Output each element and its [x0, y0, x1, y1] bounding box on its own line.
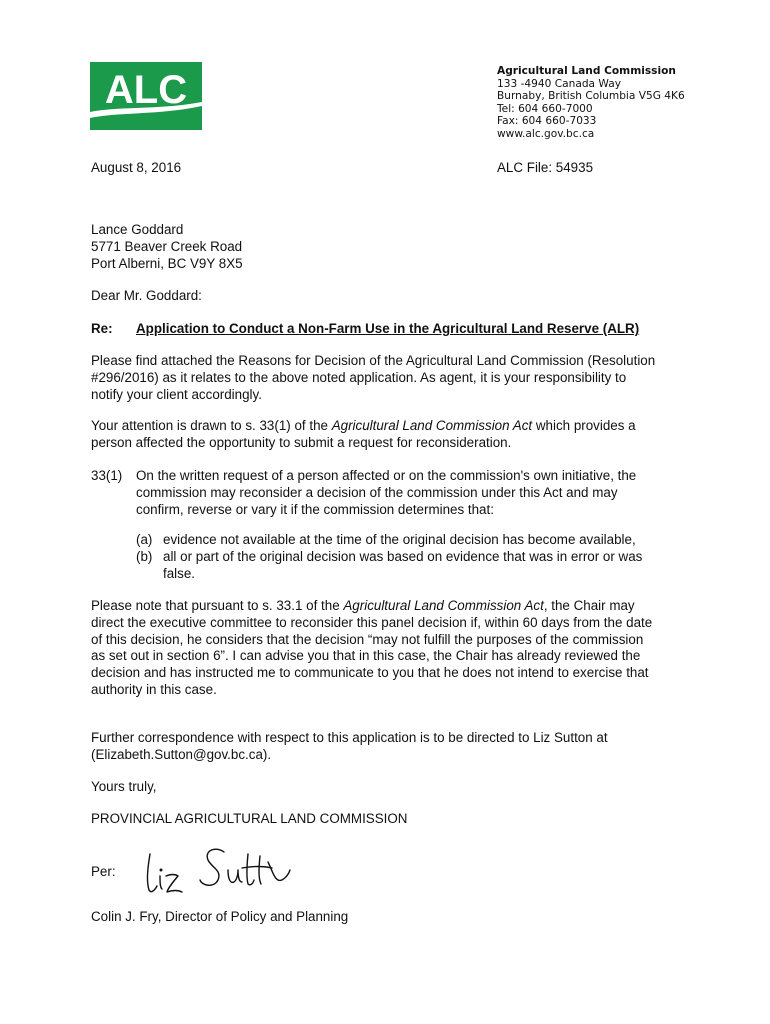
paragraph-3 — [91, 598, 676, 699]
section-line: On the written request of a person affected or on the commission's own initiative, the — [136, 468, 637, 483]
re-label: Re: — [91, 321, 113, 336]
item-b-line: all or part of the original decision was based on evidence that was in error or was — [163, 549, 643, 564]
paragraph-3-line — [91, 598, 676, 615]
paragraph-4 — [91, 730, 676, 764]
paragraph-3-line: authority in this case. — [91, 681, 217, 697]
recipient-block — [91, 222, 676, 272]
telephone: Tel: 604 660-7000 — [497, 102, 593, 115]
signatory: Colin J. Fry, Director of Policy and Planning — [91, 909, 349, 924]
item-b-line: false. — [163, 565, 196, 581]
section-line: commission may reconsider a decision of the commission under this Act and may — [136, 484, 618, 500]
file-reference: ALC File: 54935 — [497, 160, 594, 175]
act-title: Agricultural Land Commission Act — [331, 418, 533, 433]
salutation: Dear Mr. Goddard: — [91, 288, 202, 303]
paragraph-1-line: notify your client accordingly. — [91, 386, 262, 402]
paragraph-2-line — [91, 418, 676, 435]
paragraph-1 — [91, 353, 676, 403]
text-span: , the Chair may — [543, 598, 635, 613]
text-span: Your attention is drawn to s. 33(1) of the — [91, 418, 332, 433]
re-subject: Application to Conduct a Non-Farm Use in the Agricultural Land Reserve (ALR) — [136, 321, 640, 336]
letter-date: August 8, 2016 — [91, 160, 182, 175]
paragraph-2-line: person affected the opportunity to submit a request for reconsideration. — [91, 434, 512, 450]
paragraph-3-line: direct the executive committee to reconsider this panel decision if, within 60 days from the date — [91, 614, 653, 630]
paragraph-4-line: Further correspondence with respect to this application is to be directed to Liz Sutton at — [91, 730, 608, 745]
alc-logo-graphic — [90, 62, 202, 130]
section-text — [136, 468, 676, 518]
alc-logo — [90, 62, 202, 130]
item-b-text — [163, 549, 642, 583]
closing: Yours truly, — [91, 779, 157, 794]
handwritten-signature — [140, 840, 300, 902]
paragraph-3-line: decision and has instructed me to communicate to you that he does not intend to exercise that — [91, 665, 649, 681]
text-span: Please note that pursuant to s. 33.1 of the — [91, 598, 344, 613]
item-a-text: evidence not available at the time of the original decision has become available, — [163, 532, 636, 547]
organization-signoff: PROVINCIAL AGRICULTURAL LAND COMMISSION — [91, 811, 408, 826]
website: www.alc.gov.bc.ca — [497, 127, 595, 140]
section-line: confirm, reverse or vary it if the commission determines that: — [136, 501, 494, 517]
recipient-name: Lance Goddard — [91, 222, 184, 237]
item-b-label: (b) — [136, 549, 153, 564]
recipient-street: 5771 Beaver Creek Road — [91, 238, 243, 254]
section-number: 33(1) — [91, 468, 123, 483]
fax: Fax: 604 660-7033 — [497, 115, 597, 128]
letterhead-address — [497, 65, 685, 141]
act-title: Agricultural Land Commission Act — [343, 598, 544, 613]
item-a-label: (a) — [136, 532, 153, 547]
per-label: Per: — [91, 864, 116, 879]
address-line-2: Burnaby, British Columbia V5G 4K6 — [497, 90, 685, 103]
address-line-1: 133 -4940 Canada Way — [497, 77, 621, 90]
logo-text: ALC — [104, 68, 188, 112]
paragraph-3-line: of this decision, he considers that the decision “may not fulfill the purposes of the commission — [91, 631, 644, 647]
paragraph-2 — [91, 418, 676, 452]
paragraph-4-line: (Elizabeth.Sutton@gov.bc.ca). — [91, 746, 272, 762]
paragraph-1-line: #296/2016) as it relates to the above noted application. As agent, it is your responsibility to — [91, 369, 627, 385]
paragraph-1-line: Please find attached the Reasons for Decision of the Agricultural Land Commission (Resolution — [91, 353, 656, 368]
paragraph-3-line: as set out in section 6”. I can advise you that in this case, the Chair has already reviewed the — [91, 648, 641, 664]
recipient-city: Port Alberni, BC V9Y 8X5 — [91, 255, 243, 271]
org-name: Agricultural Land Commission — [497, 65, 676, 77]
text-span: which provides a — [532, 418, 636, 433]
